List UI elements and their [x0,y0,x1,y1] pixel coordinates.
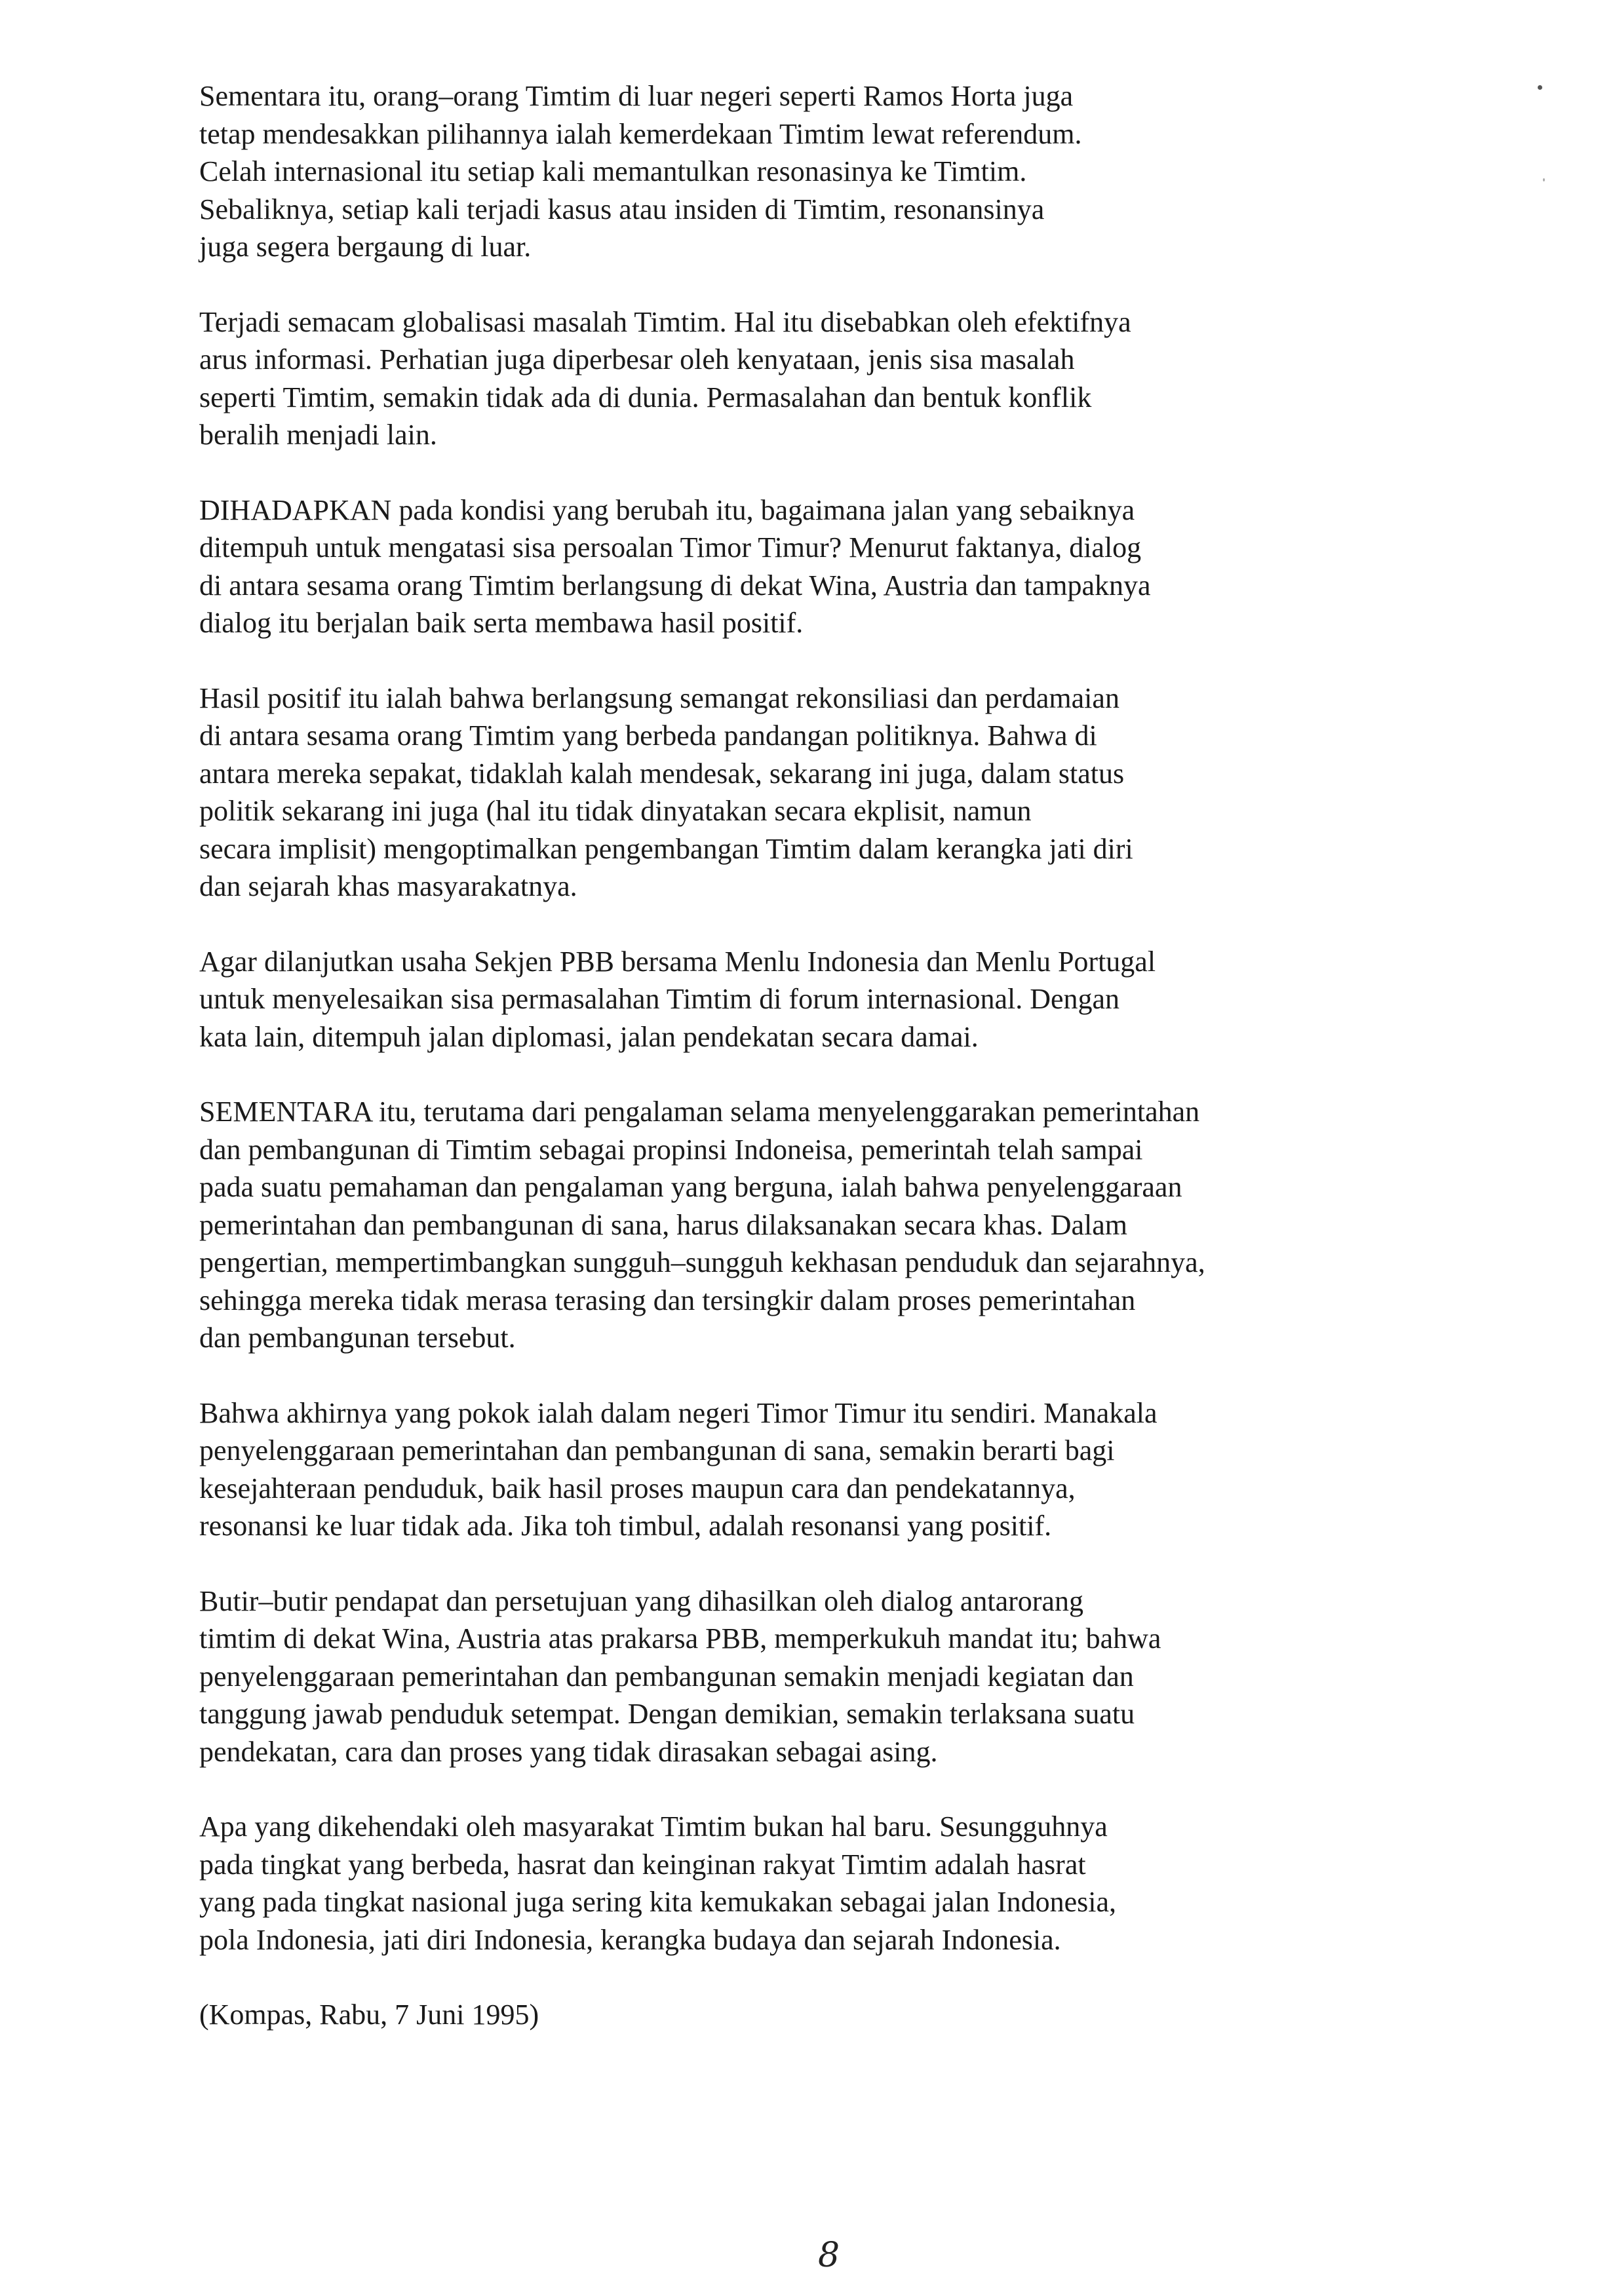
text-line: yang pada tingkat nasional juga sering kita kemukakan sebagai jalan Indonesia, [199,1886,1116,1918]
text-line: politik sekarang ini juga (hal itu tidak dinyatakan secara ekplisit, namun [199,795,1032,827]
text-line: Celah internasional itu setiap kali memantulkan resonasinya ke Timtim. [199,155,1027,187]
text-line: resonansi ke luar tidak ada. Jika toh timbul, adalah resonansi yang positif. [199,1510,1052,1542]
text-line: secara implisit) mengoptimalkan pengembangan Timtim dalam kerangka jati diri [199,832,1133,865]
text-line: dan sejarah khas masyarakatnya. [199,870,577,902]
text-line: pola Indonesia, jati diri Indonesia, kerangka budaya dan sejarah Indonesia. [199,1923,1061,1956]
text-line: Agar dilanjutkan usaha Sekjen PBB bersama Menlu Indonesia dan Menlu Portugal [199,945,1156,978]
paragraph-9 [199,1808,1445,1959]
text-line: Terjadi semacam globalisasi masalah Timtim. Hal itu disebabkan oleh efektifnya [199,305,1131,338]
paragraph-3 [199,491,1445,642]
text-line: seperti Timtim, semakin tidak ada di dunia. Permasalahan dan bentuk konflik [199,381,1092,413]
text-line: penyelenggaraan pemerintahan dan pembangunan di sana, semakin berarti bagi [199,1434,1115,1466]
text-line: Apa yang dikehendaki oleh masyarakat Timtim bukan hal baru. Sesungguhnya [199,1810,1108,1843]
text-line: Sebaliknya, setiap kali terjadi kasus atau insiden di Timtim, resonansinya [199,193,1045,225]
text-line: pendekatan, cara dan proses yang tidak dirasakan sebagai asing. [199,1735,938,1768]
text-line: di antara sesama orang Timtim yang berbeda pandangan politiknya. Bahwa di [199,719,1097,752]
text-line: dan pembangunan tersebut. [199,1322,516,1354]
paragraph-8 [199,1582,1445,1771]
text-line: dialog itu berjalan baik serta membawa hasil positif. [199,607,804,639]
scan-speck [1543,178,1545,182]
text-line: antara mereka sepakat, tidaklah kalah mendesak, sekarang ini juga, dalam status [199,757,1125,790]
text-line: juga segera bergaung di luar. [199,231,532,263]
text-line: dan pembangunan di Timtim sebagai propinsi Indoneisa, pemerintah telah sampai [199,1133,1143,1166]
source-citation: (Kompas, Rabu, 7 Juni 1995) [199,1999,539,2031]
article-body [199,77,1445,2071]
text-line: di antara sesama orang Timtim berlangsung di dekat Wina, Austria dan tampaknya [199,569,1151,602]
text-line: Hasil positif itu ialah bahwa berlangsung semangat rekonsiliasi dan perdamaian [199,681,1119,714]
text-line: sehingga mereka tidak merasa terasing dan tersingkir dalam proses pemerintahan [199,1284,1136,1316]
text-line: beralih menjadi lain. [199,419,437,451]
text-line: Bahwa akhirnya yang pokok ialah dalam negeri Timor Timur itu sendiri. Manakala [199,1396,1158,1429]
text-line: arus informasi. Perhatian juga diperbesar oleh kenyataan, jenis sisa masalah [199,343,1075,375]
text-line: pengertian, mempertimbangkan sungguh–sungguh kekhasan penduduk dan sejarahnya, [199,1246,1205,1278]
text-line: pada suatu pemahaman dan pengalaman yang berguna, ialah bahwa penyelenggaraan [199,1171,1182,1203]
paragraph-6 [199,1093,1445,1357]
paragraph-7 [199,1394,1445,1545]
text-line: kesejahteraan penduduk, baik hasil proses maupun cara dan pendekatannya, [199,1472,1076,1504]
text-line: Sementara itu, orang–orang Timtim di luar negeri seperti Ramos Horta juga [199,80,1074,112]
text-line: pemerintahan dan pembangunan di sana, harus dilaksanakan secara khas. Dalam [199,1208,1128,1241]
text-line: Butir–butir pendapat dan persetujuan yang dihasilkan oleh dialog antarorang [199,1584,1083,1617]
scan-speck [1538,85,1542,90]
text-line: timtim di dekat Wina, Austria atas prakarsa PBB, memperkukuh mandat itu; bahwa [199,1622,1161,1655]
text-line: pada tingkat yang berbeda, hasrat dan keinginan rakyat Timtim adalah hasrat [199,1848,1086,1881]
text-line: untuk menyelesaikan sisa permasalahan Timtim di forum internasional. Dengan [199,983,1120,1015]
text-line: kata lain, ditempuh jalan diplomasi, jalan pendekatan secara damai. [199,1020,979,1053]
page-number: 8 [818,2236,840,2275]
text-line: DIHADAPKAN pada kondisi yang berubah itu, bagaimana jalan yang sebaiknya [199,493,1135,526]
text-line: tetap mendesakkan pilihannya ialah kemerdekaan Timtim lewat referendum. [199,117,1082,150]
paragraph-4 [199,679,1445,906]
paragraph-2 [199,303,1445,454]
text-line: ditempuh untuk mengatasi sisa persoalan Timor Timur? Menurut faktanya, dialog [199,531,1142,564]
text-line: SEMENTARA itu, terutama dari pengalaman selama menyelenggarakan pemerintahan [199,1096,1200,1128]
paragraph-1 [199,77,1445,266]
text-line: penyelenggaraan pemerintahan dan pembangunan semakin menjadi kegiatan dan [199,1660,1134,1693]
text-line: tanggung jawab penduduk setempat. Dengan demikian, semakin terlaksana suatu [199,1698,1135,1730]
paragraph-5 [199,943,1445,1056]
